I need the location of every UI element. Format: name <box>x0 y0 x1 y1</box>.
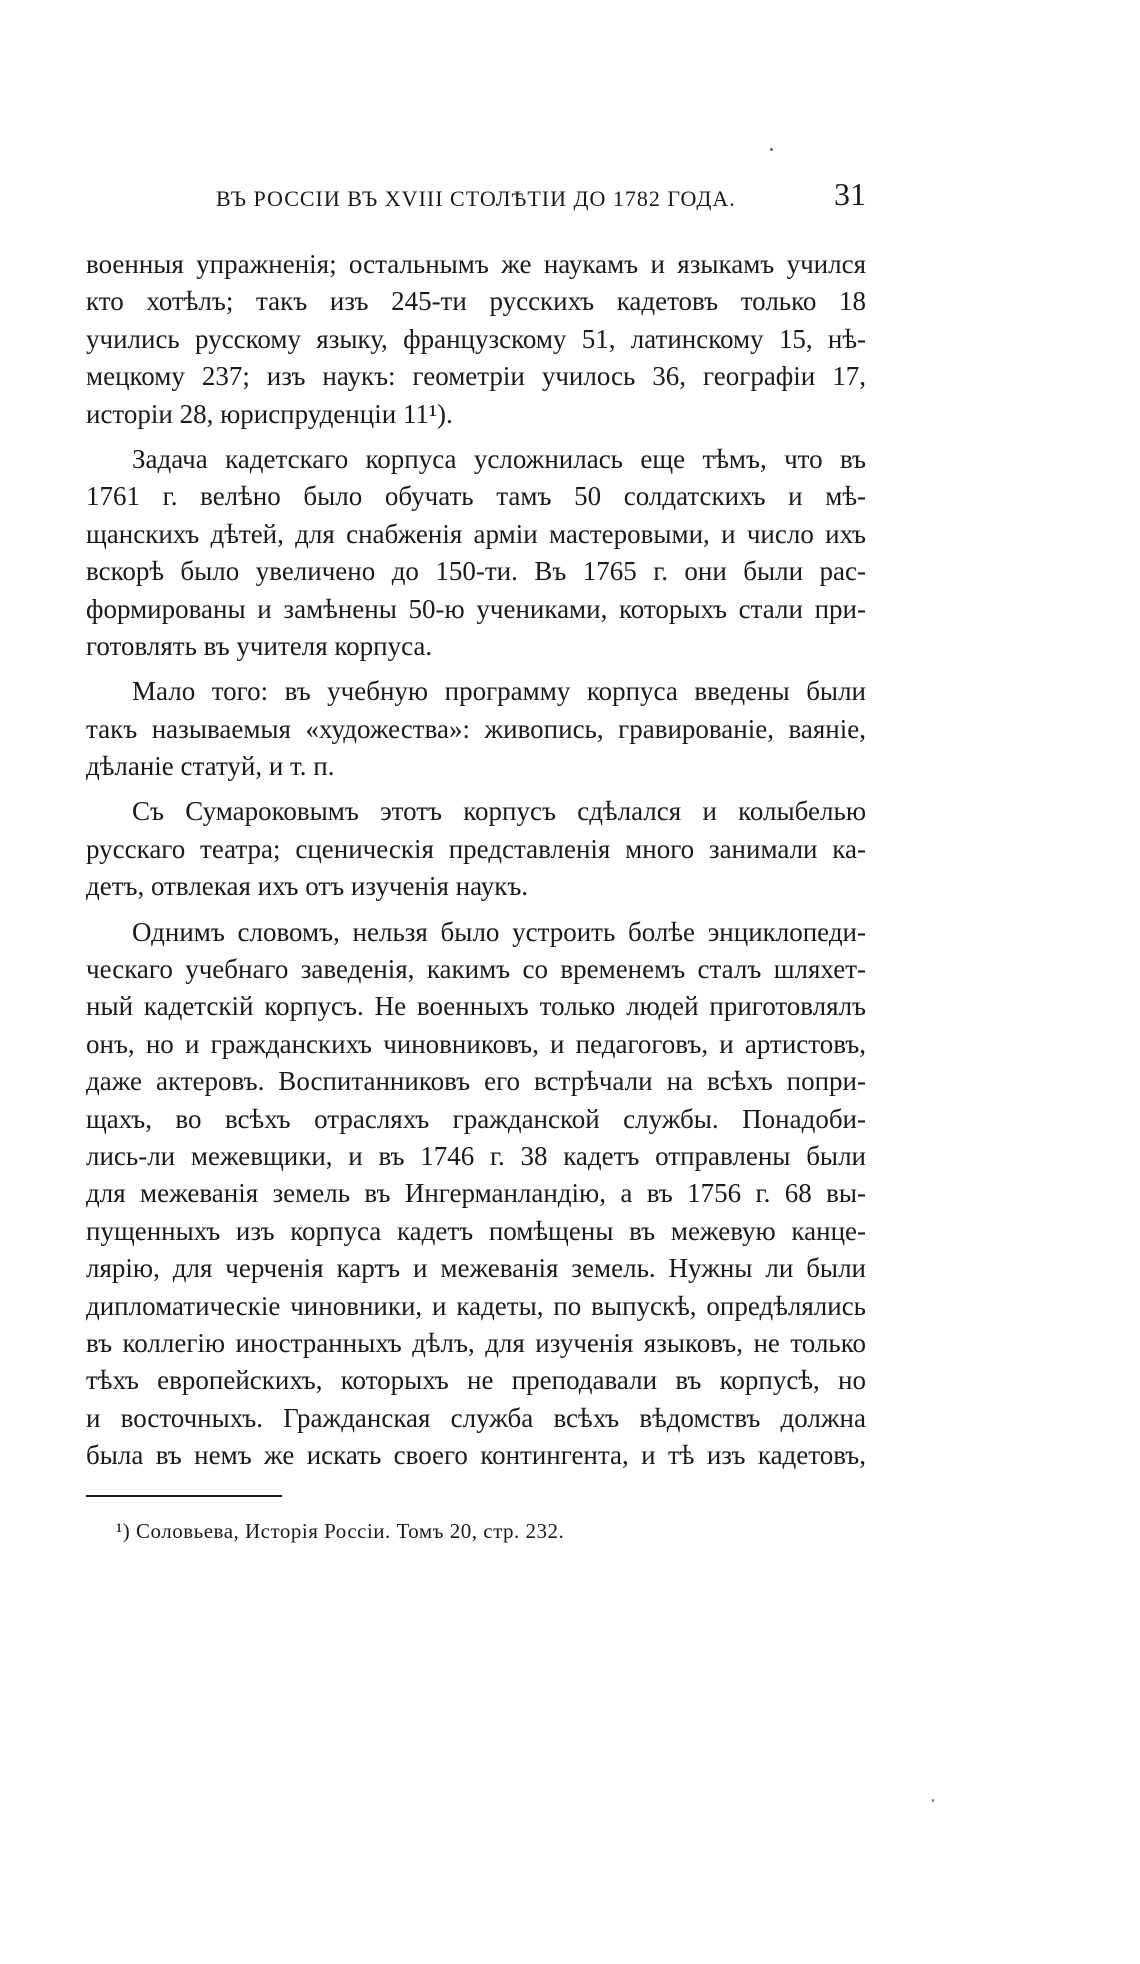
text-line: Мало того: въ учебную программу корпуса введены были <box>132 676 866 707</box>
text-line: кто хотѣлъ; такъ изъ 245-ти русскихъ кадетовъ только 18 <box>86 286 866 317</box>
text-line: такъ называемыя «художества»: живопись, гравированіе, ваяніе, <box>86 713 866 744</box>
text-line: дѣланіе статуй, и т. п. <box>86 751 335 782</box>
page-number: 31 <box>834 176 866 212</box>
text-line: учились русскому языку, французскому 51, латинскому 15, нѣ- <box>86 323 866 354</box>
text-line: и восточныхъ. Гражданская служба всѣхъ вѣдомствъ должна <box>86 1402 866 1433</box>
text-line: формированы и замѣнены 50-ю учениками, которыхъ стали при- <box>86 593 866 624</box>
text-line: пущенныхъ изъ корпуса кадетъ помѣщены въ межевую канце- <box>86 1215 866 1246</box>
paper-speck <box>770 148 773 151</box>
text-line: для межеванія земель въ Ингерманландію, а въ 1756 г. 68 вы- <box>86 1178 866 1209</box>
text-line: лись-ли межевщики, и въ 1746 г. 38 кадетъ отправлены были <box>86 1140 866 1171</box>
text-line: даже актеровъ. Воспитанниковъ его встрѣчали на всѣхъ попри- <box>86 1066 866 1097</box>
text-line: 1761 г. велѣно было обучать тамъ 50 солдатскихъ и мѣ- <box>86 481 866 512</box>
text-line: готовлять въ учителя корпуса. <box>86 630 433 661</box>
text-line: ческаго учебнаго заведенія, какимъ со временемъ сталъ шляхет- <box>86 954 866 985</box>
text-line: щанскихъ дѣтей, для снабженія арміи мастеровыми, и число ихъ <box>86 518 866 549</box>
text-line: Задача кадетскаго корпуса усложнилась еще тѣмъ, что въ <box>132 443 866 474</box>
text-line: въ коллегію иностранныхъ дѣлъ, для изученія языковъ, не только <box>86 1327 866 1358</box>
running-head: ВЪ РОССІИ ВЪ XVIII СТОЛѢТІИ ДО 1782 ГОДА. <box>216 186 736 211</box>
text-line: Съ Сумароковымъ этотъ корпусъ сдѣлался и колыбелью <box>132 796 866 827</box>
text-line: русскаго театра; сценическія представленія много занимали ка- <box>86 833 866 864</box>
text-line: была въ немъ же искать своего контингента, и тѣ изъ кадетовъ, <box>86 1440 866 1471</box>
text-line: дипломатическіе чиновники, и кадеты, по выпускѣ, опредѣлялись <box>86 1290 866 1321</box>
paper-speck <box>932 1799 934 1802</box>
footnote: ¹) Соловьева, Исторія Россіи. Томъ 20, стр. 232. <box>116 1519 565 1543</box>
text-line: Однимъ словомъ, нельзя было устроить болѣе энциклопеди- <box>132 916 866 947</box>
text-line: военныя упражненія; остальнымъ же наукамъ и языкамъ учился <box>86 249 866 279</box>
text-line: ный кадетскій корпусъ. Не военныхъ только людей приготовлялъ <box>86 991 866 1022</box>
footnote-rule <box>86 1495 282 1497</box>
text-line: лярію, для черченія картъ и межеванія земель. Нужны ли были <box>86 1253 866 1284</box>
text-line: онъ, но и гражданскихъ чиновниковъ, и педагоговъ, и артистовъ, <box>86 1028 866 1059</box>
text-line: вскорѣ было увеличено до 150-ти. Въ 1765 г. они были рас- <box>86 556 866 587</box>
text-line: мецкому 237; изъ наукъ: геометріи училось 36, географіи 17, <box>86 361 866 392</box>
text-line: тѣхъ европейскихъ, которыхъ не преподавали въ корпусѣ, но <box>86 1365 866 1396</box>
body-text <box>86 246 866 1475</box>
text-line: щахъ, во всѣхъ отрасляхъ гражданской службы. Понадоби- <box>86 1103 866 1134</box>
text-line: исторіи 28, юриспруденціи 11¹). <box>86 398 453 429</box>
text-line: детъ, отвлекая ихъ отъ изученія наукъ. <box>86 871 529 902</box>
page-header <box>86 176 866 222</box>
